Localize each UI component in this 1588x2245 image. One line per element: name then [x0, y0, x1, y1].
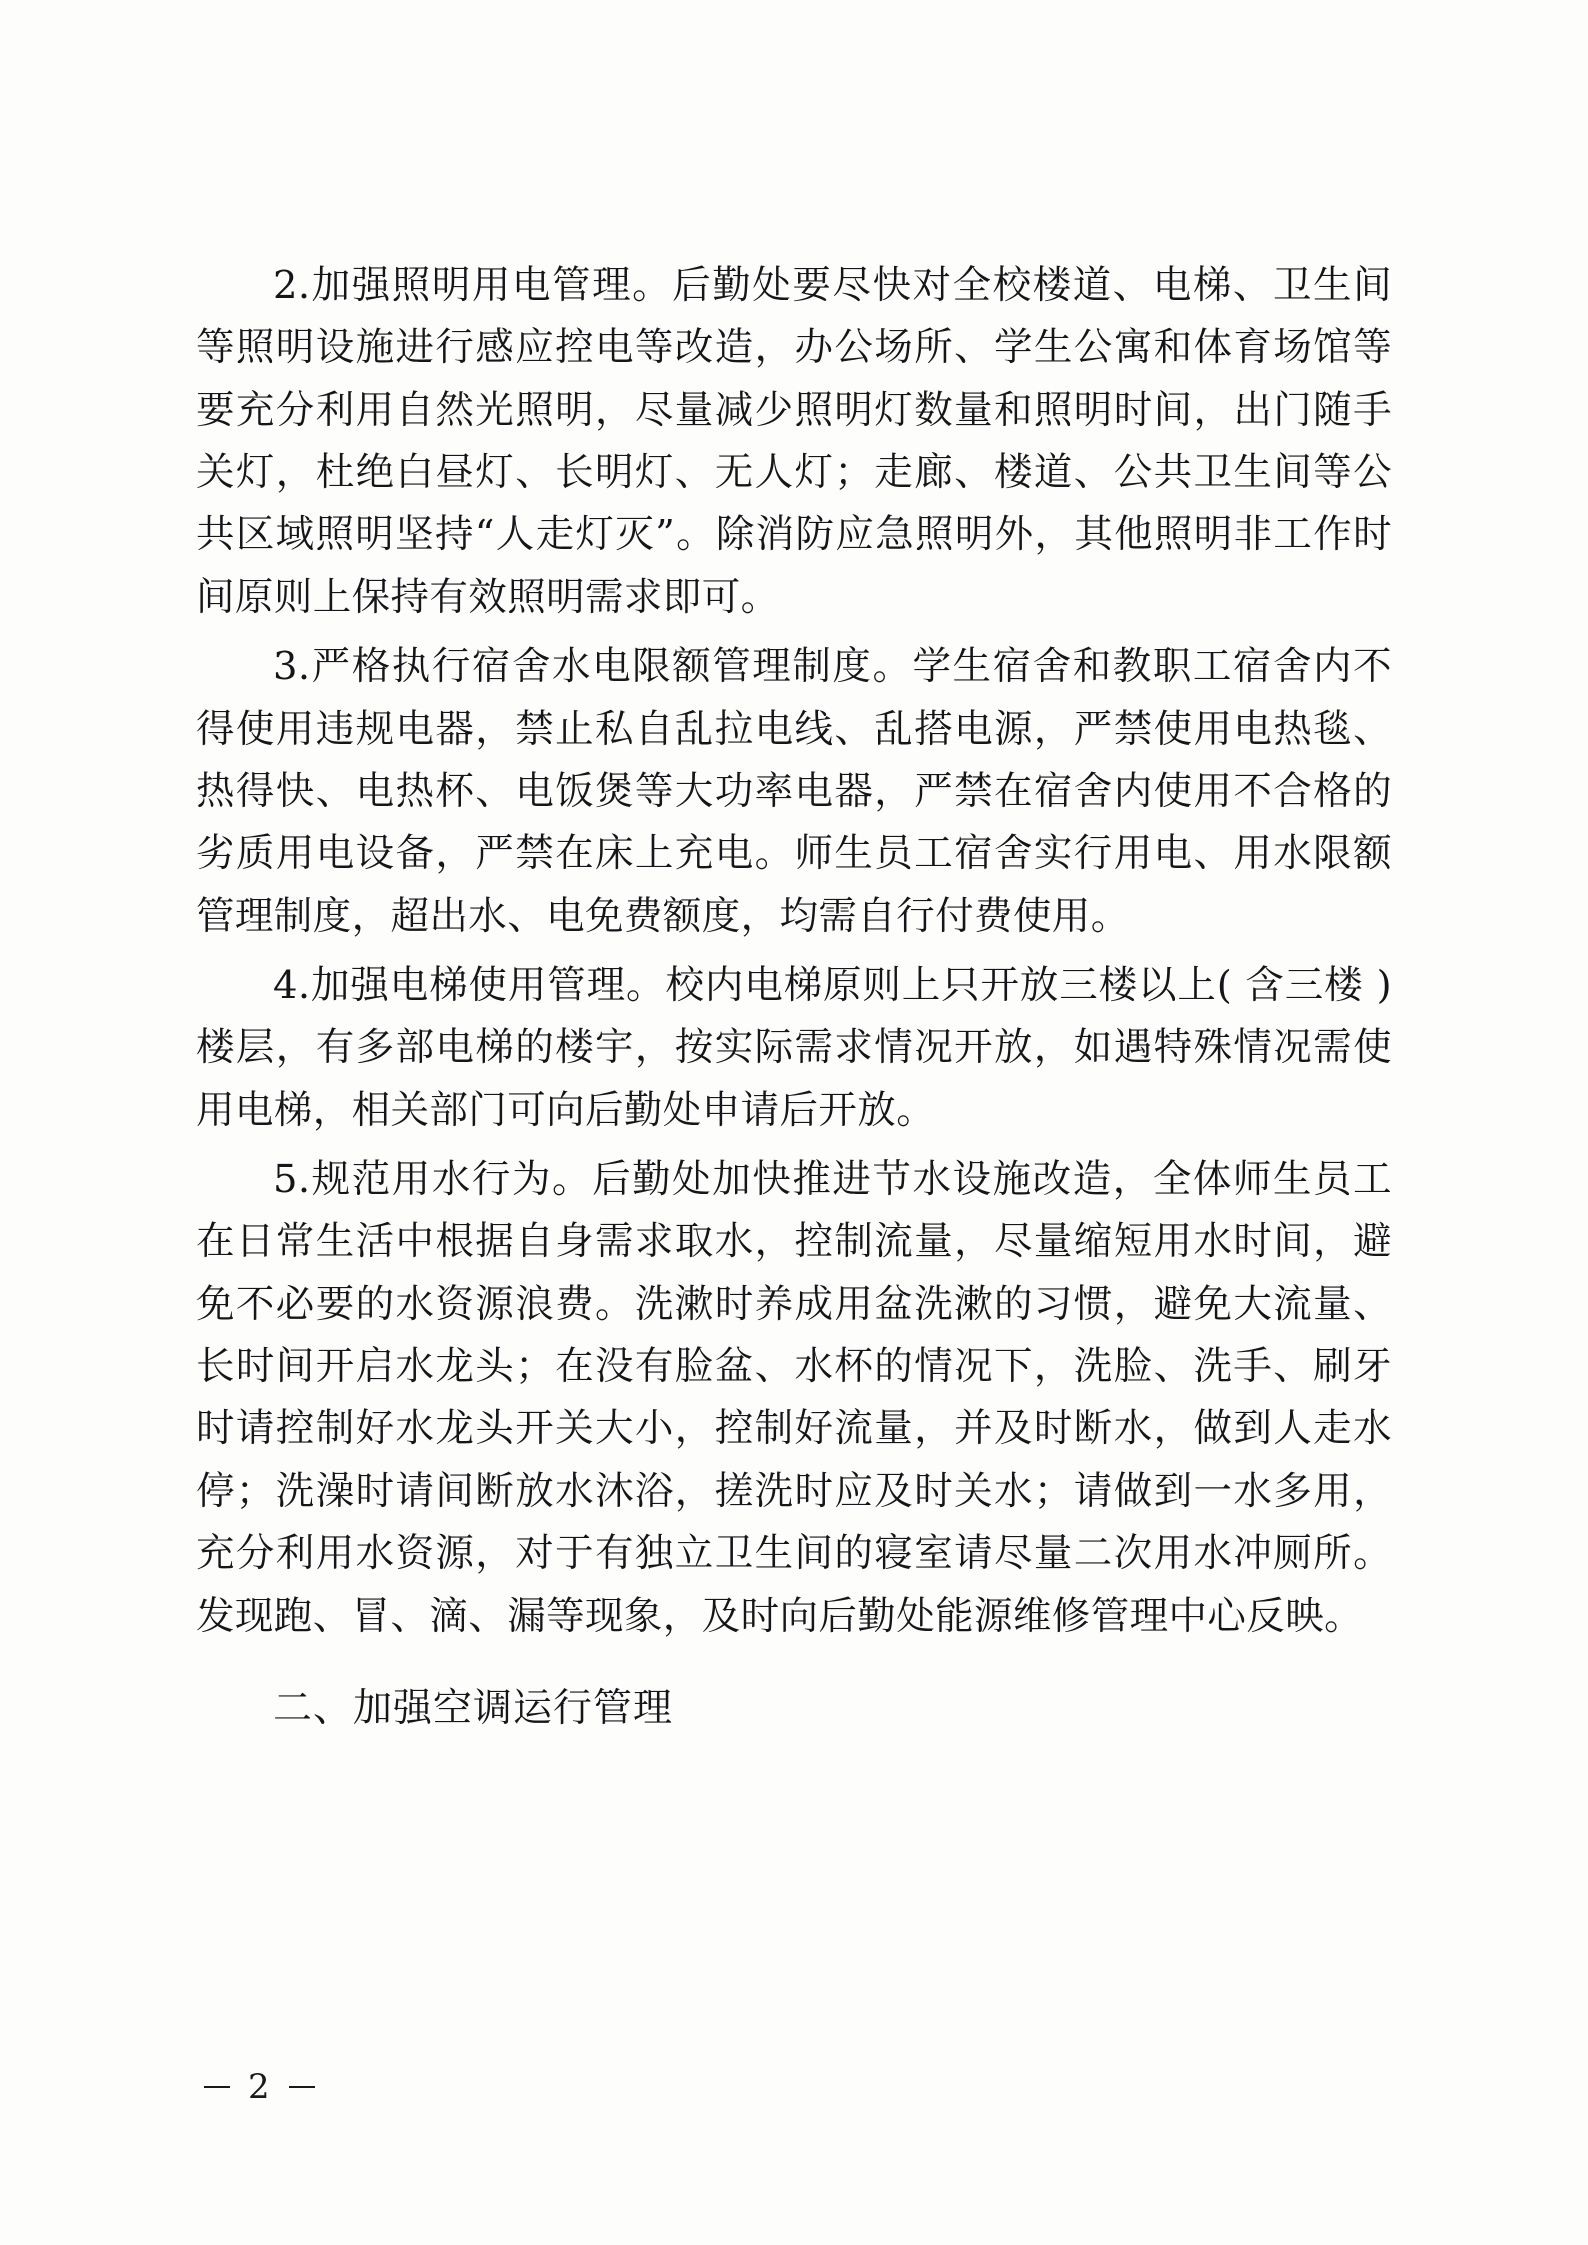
- footer-dash-left-icon: [204, 2086, 230, 2088]
- paragraph-item-3: 3.严格执行宿舍水电限额管理制度。学生宿舍和教职工宿舍内不得使用违规电器，禁止私自乱拉电线、乱搭电源，严禁使用电热毯、热得快、电热杯、电饭煲等大功率电器，严禁在宿舍内使用不合格的劣质用电设备，严禁在床上充电。师生员工宿舍实行用电、用水限额管理制度，超出水、电免费额度，均需自行付费使用。: [196, 644, 1392, 939]
- paragraph-item-2: 2.加强照明用电管理。后勤处要尽快对全校楼道、电梯、卫生间等照明设施进行感应控电等改造，办公场所、学生公寓和体育场馆等要充分利用自然光照明，尽量减少照明灯数量和照明时间，出门随手关灯，杜绝白昼灯、长明灯、无人灯；走廊、楼道、公共卫生间等公共区域照明坚持“人走灯灭”。除消防应急照明外，其他照明非工作时间原则上保持有效照明需求即可。: [196, 263, 1392, 620]
- page-footer-inner: [196, 2067, 315, 2107]
- document-body: [196, 255, 1392, 1740]
- section-heading: 二、加强空调运行管理: [273, 1685, 674, 1731]
- paragraph-item-4: 4.加强电梯使用管理。校内电梯原则上只开放三楼以上( 含三楼 )楼层，有多部电梯的楼宇，按实际需求情况开放，如遇特殊情况需使用电梯，相关部门可向后勤处申请后开放。: [196, 962, 1392, 1133]
- page-number: 2: [248, 2067, 271, 2107]
- page-footer: [196, 2067, 1392, 2107]
- footer-dash-right-icon: [289, 2086, 315, 2088]
- paragraph-item-5: 5.规范用水行为。后勤处加快推进节水设施改造，全体师生员工在日常生活中根据自身需求取水，控制流量，尽量缩短用水时间，避免不必要的水资源浪费。洗漱时养成用盆洗漱的习惯，避免大流量、长时间开启水龙头；在没有脸盆、水杯的情况下，洗脸、洗手、刷牙时请控制好水龙头开关大小，控制好流量，并及时断水，做到人走水停；洗澡时请间断放水沐浴，搓洗时应及时关水；请做到一水多用，充分利用水资源，对于有独立卫生间的寝室请尽量二次用水冲厕所。发现跑、冒、滴、漏等现象，及时向后勤处能源维修管理中心反映。: [196, 1157, 1392, 1639]
